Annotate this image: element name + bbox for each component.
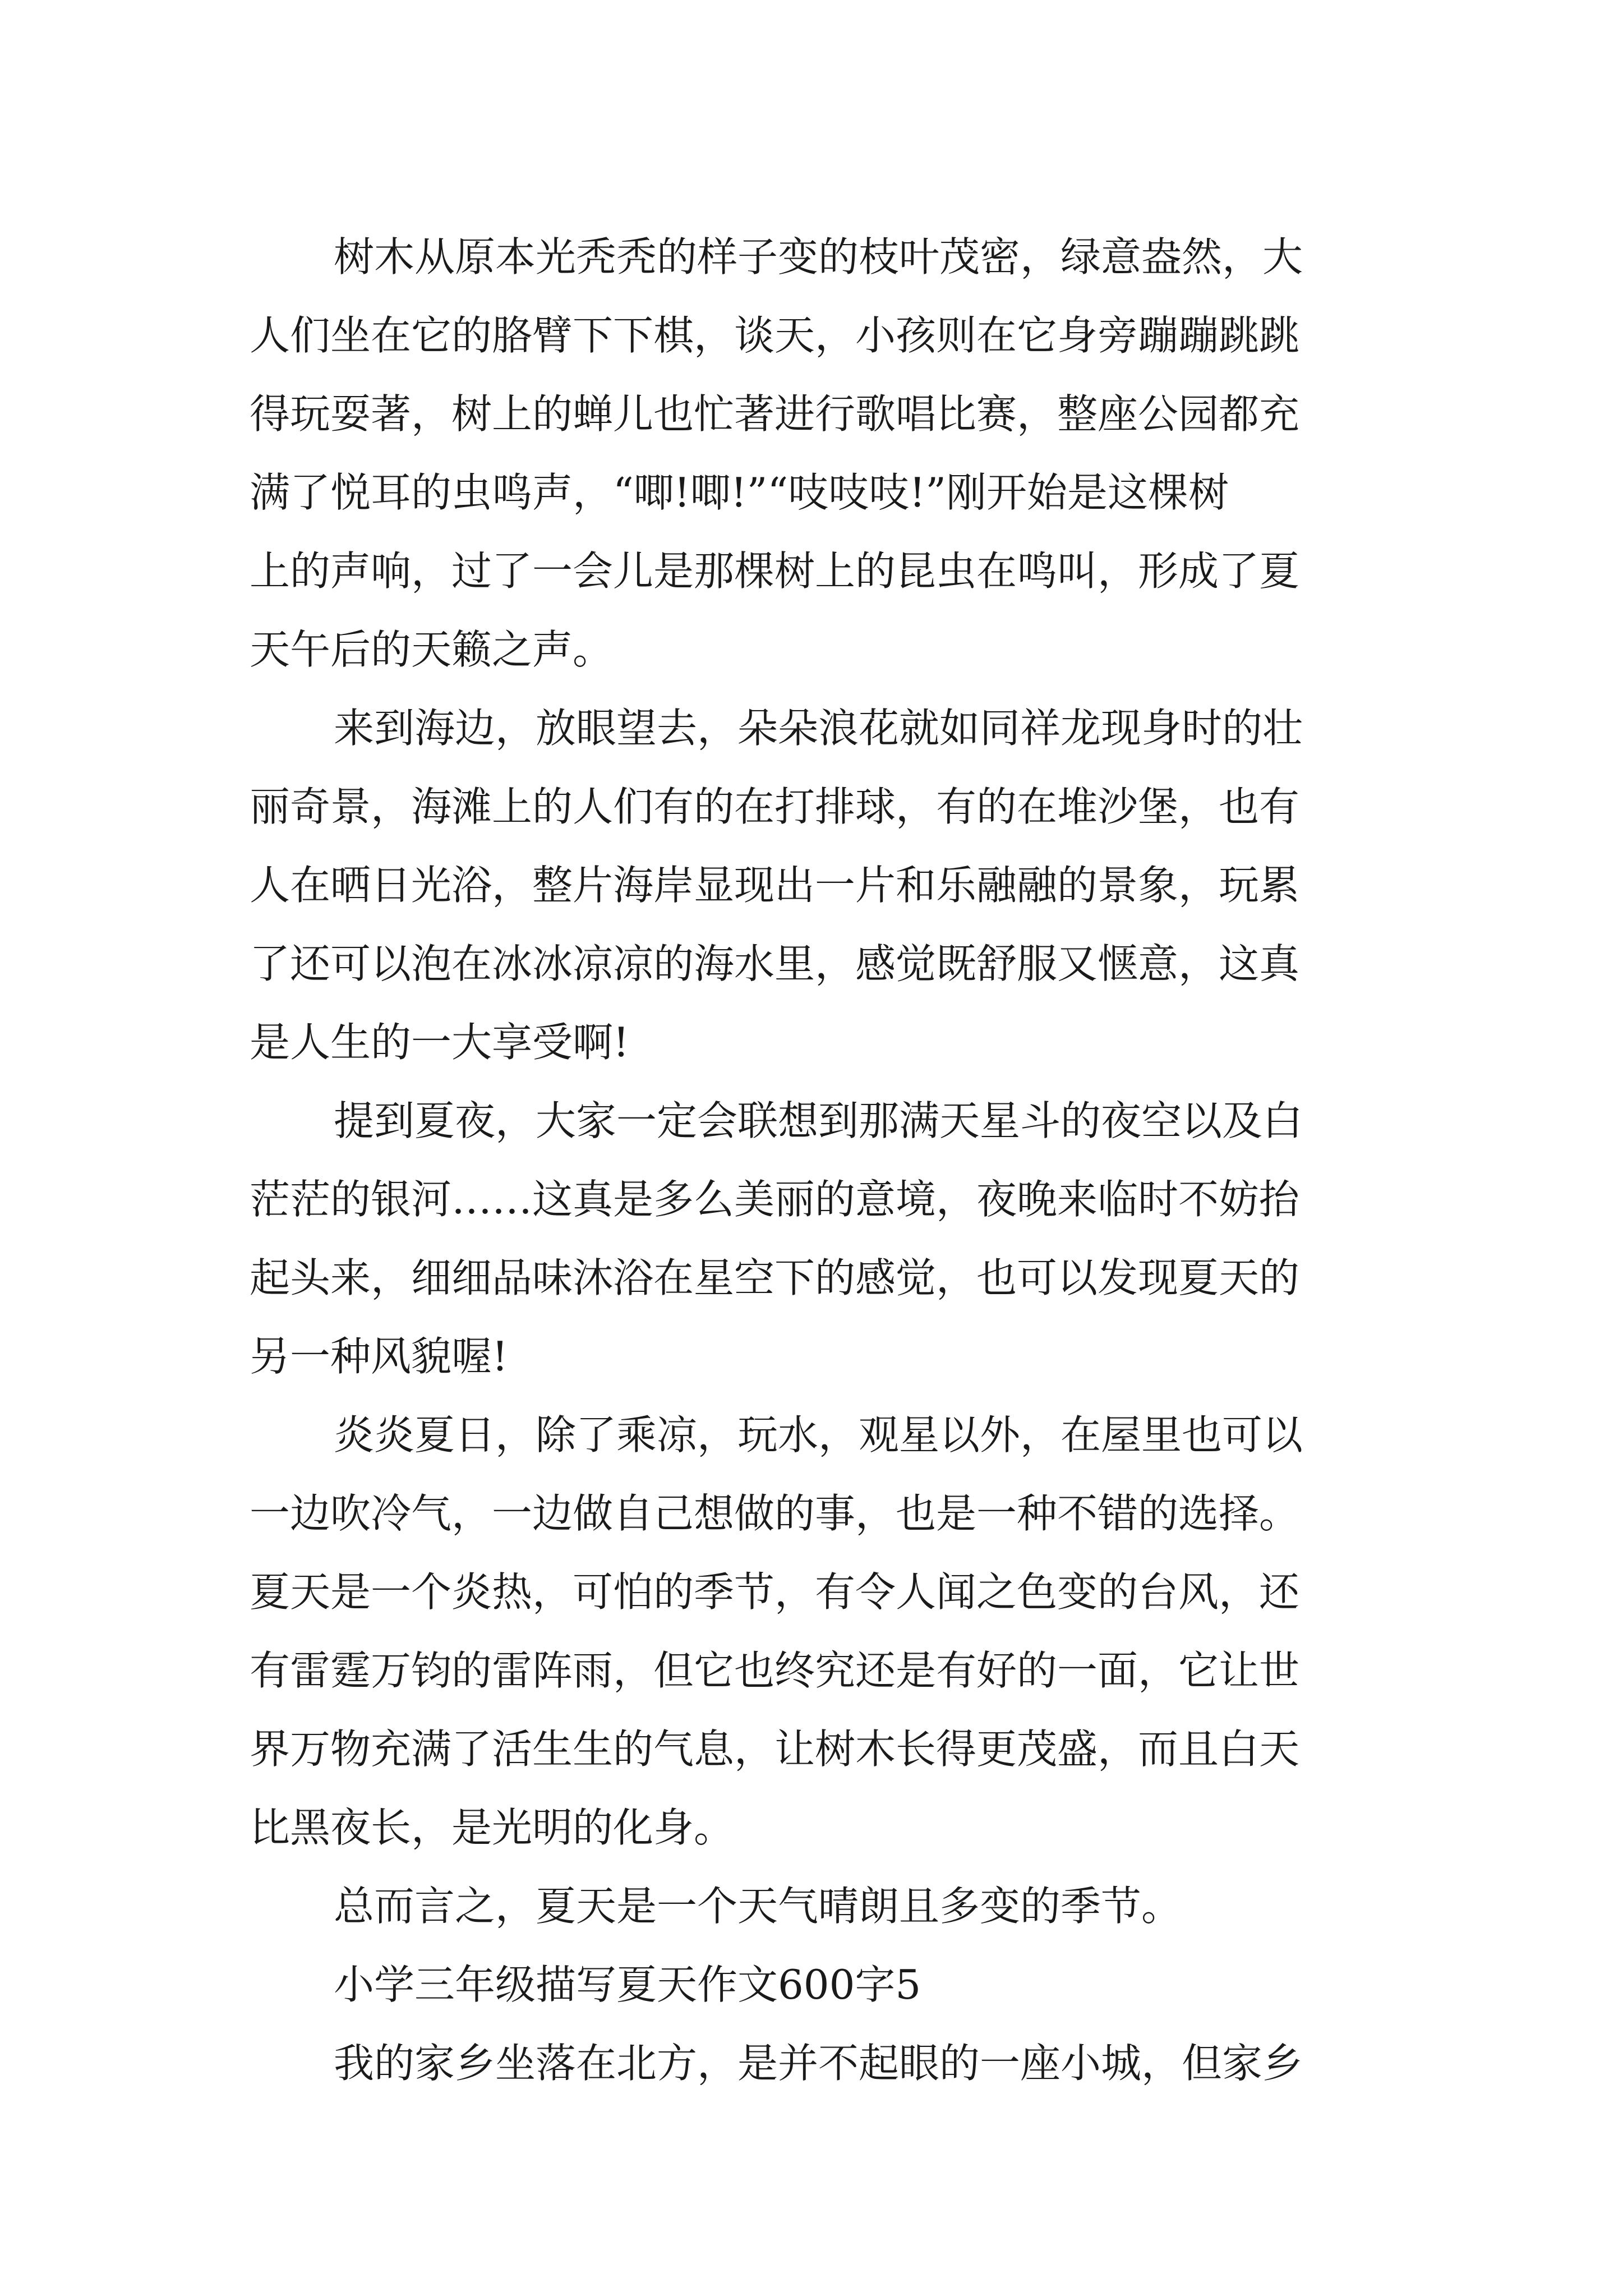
paragraph-line: 上的声响，过了一会儿是那棵树上的昆虫在鸣叫，形成了夏	[250, 547, 1300, 595]
paragraph-summer-night	[250, 1082, 1438, 1396]
paragraph-line: 我的家乡坐落在北方，是并不起眼的一座小城，但家乡	[334, 2040, 1303, 2087]
document-body	[250, 218, 1438, 2102]
paragraph-seaside	[250, 689, 1438, 1082]
paragraph-line: 一边吹冷气，一边做自己想做的事，也是一种不错的选择。	[250, 1490, 1300, 1537]
paragraph-line: 炎炎夏日，除了乘凉，玩水，观星以外，在屋里也可以	[334, 1411, 1303, 1458]
paragraph-line: 界万物充满了活生生的气息，让树木长得更茂盛，而且白天	[250, 1726, 1300, 1773]
paragraph-line: 得玩耍著，树上的蝉儿也忙著进行歌唱比赛，整座公园都充	[250, 390, 1300, 438]
paragraph-hot-days	[250, 1396, 1438, 1867]
paragraph-line: 比黑夜长，是光明的化身。	[250, 1804, 735, 1851]
paragraph-line: 总而言之，夏天是一个天气晴朗且多变的季节。	[334, 1883, 1182, 1930]
paragraph-line: 提到夏夜，大家一定会联想到那满天星斗的夜空以及白	[334, 1097, 1303, 1144]
paragraph-line: 树木从原本光秃秃的样子变的枝叶茂密，绿意盎然，大	[334, 233, 1303, 280]
paragraph-conclusion	[250, 1867, 1438, 1945]
paragraph-line: 是人生的一大享受啊!	[250, 1019, 629, 1066]
essay-heading	[250, 1945, 1438, 2024]
paragraph-line: 有雷霆万钧的雷阵雨，但它也终究还是有好的一面，它让世	[250, 1647, 1300, 1694]
paragraph-line: 天午后的天籁之声。	[250, 626, 614, 673]
paragraph-line: 茫茫的银河……这真是多么美丽的意境，夜晚来临时不妨抬	[250, 1176, 1300, 1223]
paragraph-line: 人在晒日光浴，整片海岸显现出一片和乐融融的景象，玩累	[250, 862, 1300, 909]
paragraph-line: 人们坐在它的胳臂下下棋，谈天，小孩则在它身旁蹦蹦跳跳	[250, 312, 1300, 359]
paragraph-hometown	[250, 2024, 1438, 2102]
paragraph-line: 丽奇景，海滩上的人们有的在打排球，有的在堆沙堡，也有	[250, 783, 1300, 830]
heading-line: 小学三年级描写夏天作文600字5	[334, 1961, 921, 2008]
paragraph-line: 满了悦耳的虫鸣声，“唧!唧!”“吱吱吱!”刚开始是这棵树	[250, 469, 1229, 516]
paragraph-line: 起头来，细细品味沐浴在星空下的感觉，也可以发现夏天的	[250, 1254, 1300, 1301]
paragraph-line: 了还可以泡在冰冰凉凉的海水里，感觉既舒服又惬意，这真	[250, 940, 1300, 987]
paragraph-line: 另一种风貌喔!	[250, 1333, 508, 1380]
paragraph-trees	[250, 218, 1438, 689]
paragraph-line: 夏天是一个炎热，可怕的季节，有令人闻之色变的台风，还	[250, 1568, 1300, 1616]
paragraph-line: 来到海边，放眼望去，朵朵浪花就如同祥龙现身时的壮	[334, 705, 1303, 752]
